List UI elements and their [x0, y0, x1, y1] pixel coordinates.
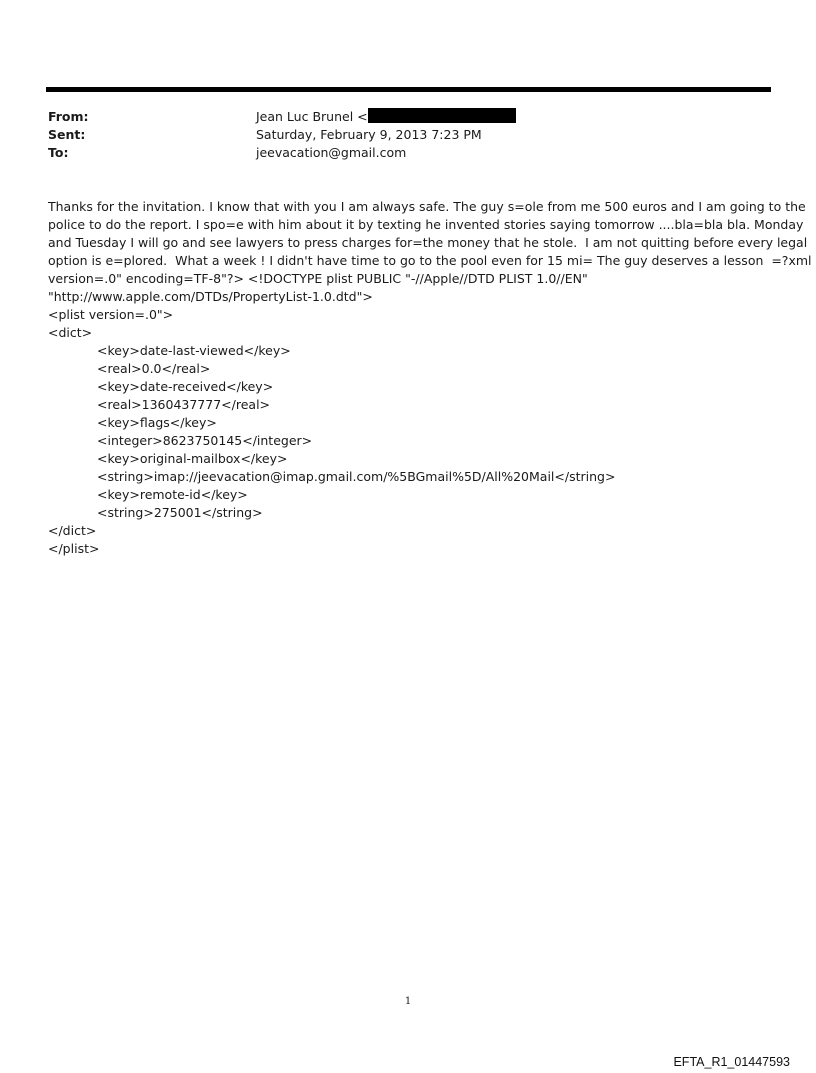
body-line: <plist version=.0"> — [48, 307, 174, 322]
plist-line: <key>flags</key> — [97, 415, 217, 430]
from-label: From: — [48, 109, 89, 124]
plist-line: <key>original-mailbox</key> — [97, 451, 288, 466]
body-line: police to do the report. I spo=e with him about it by texting he invented stories saying tomorrow ....bla=bla bla. Monday — [48, 217, 804, 232]
from-sender: Jean Luc Brunel < — [256, 109, 368, 124]
body-line: option is e=plored. What a week ! I didn't have time to go to the pool even for 15 mi= The guy deserves a lesson =?xml — [48, 253, 812, 268]
plist-line: <string>275001</string> — [97, 505, 263, 520]
from-value — [256, 108, 516, 125]
body-line: "http://www.apple.com/DTDs/PropertyList-1.0.dtd"> — [48, 289, 373, 304]
plist-line: <key>remote-id</key> — [97, 487, 248, 502]
to-value: jeevacation@gmail.com — [256, 145, 407, 160]
document-id: EFTA_R1_01447593 — [673, 1055, 790, 1069]
body-line: version=.0" encoding=TF-8"?> <!DOCTYPE plist PUBLIC "-//Apple//DTD PLIST 1.0//EN" — [48, 271, 588, 286]
sent-label: Sent: — [48, 127, 86, 142]
body-line: and Tuesday I will go and see lawyers to press charges for=the money that he stole. I am not quitting before every legal — [48, 235, 808, 250]
body-line: </plist> — [48, 541, 100, 556]
plist-line: <key>date-last-viewed</key> — [97, 343, 291, 358]
plist-line: <real>0.0</real> — [97, 361, 211, 376]
body-line: </dict> — [48, 523, 97, 538]
plist-line: <integer>8623750145</integer> — [97, 433, 313, 448]
body-line: <dict> — [48, 325, 93, 340]
plist-line: <real>1360437777</real> — [97, 397, 271, 412]
page-number: 1 — [404, 996, 412, 1007]
to-label: To: — [48, 145, 69, 160]
sent-value: Saturday, February 9, 2013 7:23 PM — [256, 127, 482, 142]
body-line: Thanks for the invitation. I know that with you I am always safe. The guy s=ole from me 500 euros and I am going to the — [48, 199, 806, 214]
plist-line: <key>date-received</key> — [97, 379, 274, 394]
plist-line: <string>imap://jeevacation@imap.gmail.com/%5BGmail%5D/All%20Mail</string> — [97, 469, 616, 484]
header-divider — [46, 87, 771, 92]
redaction-bar — [368, 108, 516, 123]
